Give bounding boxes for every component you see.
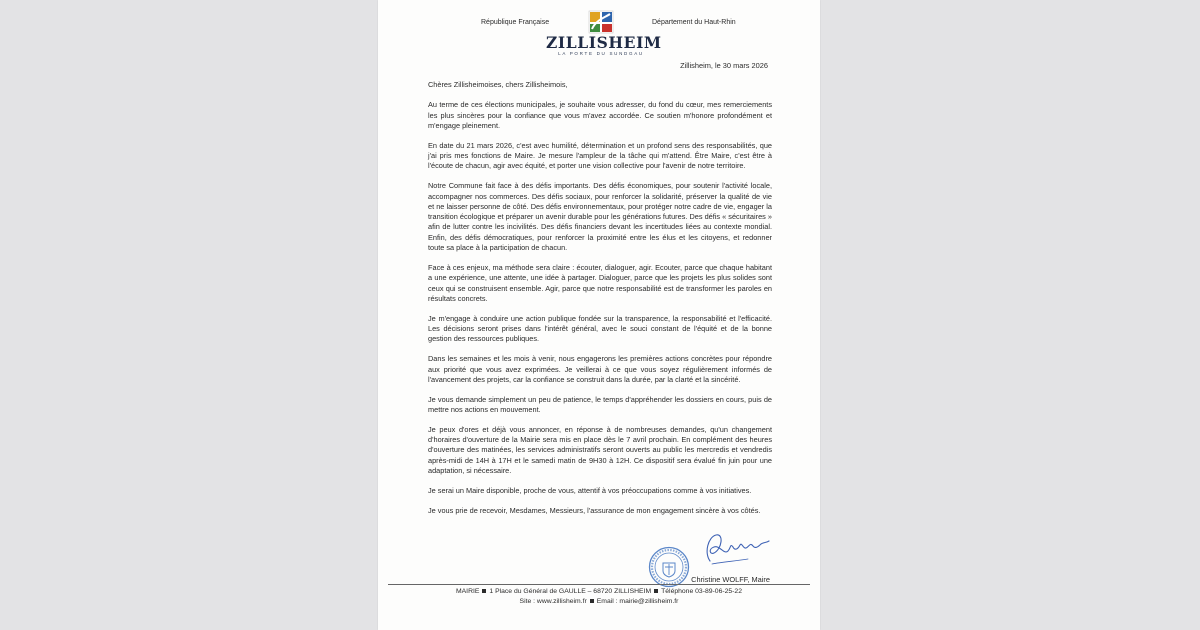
square-bullet-icon [482, 589, 486, 593]
footer-site[interactable]: Site : www.zillisheim.fr [519, 598, 587, 605]
footer-email[interactable]: Email : mairie@zillisheim.fr [596, 598, 679, 605]
footer-divider [388, 584, 810, 585]
header-departement: Département du Haut-Rhin [652, 19, 736, 26]
letter-paragraph: Je peux d'ores et déjà vous annoncer, en réponse à de nombreuses demandes, qu'un changement d'horaires d'ouverture de la Mairie sera mis en place dès le 7 avril prochain. En complément des heures d'ouverture des matinées, les services administratifs seront ouverts au public les mercredis et vendredis après-midi de 14H à 17H et le samedi matin de 9H30 à 12H. Ce dispositif sera évalué fin juin pour une adaptation, si nécessaire. [428, 424, 772, 476]
square-bullet-icon [590, 599, 594, 603]
footer-address: 1 Place du Général de GAULLE – 68720 ZILLISHEIM [489, 588, 652, 595]
letter-body [428, 80, 772, 526]
footer-contact-line [378, 597, 820, 607]
square-bullet-icon [654, 589, 658, 593]
letter-paragraph: Face à ces enjeux, ma méthode sera claire : écouter, dialoguer, agir. Ecouter, parce que chaque habitant a une expérience, une attente, une idée à partager. Dialoguer, parce que les projets les plus solides sont ceux qui se construisent ensemble. Agir, parce que notre responsabilité est de transformer les paroles en résultats concrets. [428, 262, 772, 303]
letter-paragraph: Je vous demande simplement un peu de patience, le temps d'appréhender les dossiers en cours, puis de mettre nos actions en mouvement. [428, 394, 772, 414]
footer-mairie: MAIRIE [455, 588, 480, 595]
letter-paragraph: Je serai un Maire disponible, proche de vous, attentif à vos préoccupations comme à vos initiatives. [428, 485, 752, 495]
letter-paragraph: Notre Commune fait face à des défis importants. Des défis économiques, pour soutenir l'activité locale, accompagner nos commerces. Des défis sociaux, pour renforcer la solidarité, préserver la qualité de vie et ne laisser personne de côté. Des défis environnementaux, pour protéger notre cadre de vie, engager la transition écologique et préparer un avenir durable pour les générations futures. Des défis « sécuritaires » afin de lutter contre les incivilités. Des défis financiers devant les incertitudes liées au contexte mondial. Enfin, des défis démocratiques, pour renforcer la proximité entre les élus et les citoyens, et redonner toute sa place à la participation de chacun. [428, 181, 772, 253]
header-republique: République Française [481, 19, 550, 26]
official-seal-stamp [648, 546, 690, 588]
letter-paragraph: En date du 21 mars 2026, c'est avec humilité, détermination et un profond sens des responsabilités, que j'ai pris mes fonctions de Maire. Je mesure l'ampleur de la tâche qui m'attend. Être Maire, c'est être à l'écoute de chacun, agir avec équité, et porter une vision collective pour l'avenir de notre territoire. [428, 140, 772, 171]
footer-address-line [378, 587, 820, 597]
letter-paragraph: Au terme de ces élections municipales, je souhaite vous adresser, du fond du cœur, mes remerciements les plus sincères pour la confiance que vous m'avez accordée. Ce soutien m'honore profondément et m'engage pleinement. [428, 100, 772, 130]
footer-phone: Téléphone 03-89-06-25-22 [661, 588, 742, 595]
letter-page [378, 0, 820, 630]
letter-paragraph: Je vous prie de recevoir, Mesdames, Messieurs, l'assurance de mon engagement sincère à vos côtés. [428, 505, 761, 515]
handwritten-signature [702, 531, 772, 571]
zillisheim-logo [546, 10, 662, 56]
signer-name: Christine WOLFF, Maire [691, 575, 770, 584]
coat-of-arms-icon [588, 10, 614, 34]
letter-paragraph: Je m'engage à conduire une action publique fondée sur la transparence, la responsabilité et l'efficacité. Les décisions seront prises dans l'intérêt général, avec le souci constant de l'équité et de la bonne gestion des ressources publiques. [428, 313, 772, 344]
logo-tagline: LA PORTE DU SUNDGAU [558, 51, 644, 56]
logo-name: ZILLISHEIM [546, 33, 662, 52]
letter-date: Zillisheim, le 30 mars 2026 [680, 61, 768, 70]
letter-greeting: Chères Zillisheimoises, chers Zillisheimois, [428, 80, 568, 89]
letter-paragraph: Dans les semaines et les mois à venir, nous engagerons les premières actions concrètes pour répondre aux priorité que vous avez exprimées. Je veillerai à ce que vous soyez régulièrement informés de l'avancement des projets, car la confiance se construit dans la durée, par la clarté et la sincérité. [428, 354, 772, 384]
